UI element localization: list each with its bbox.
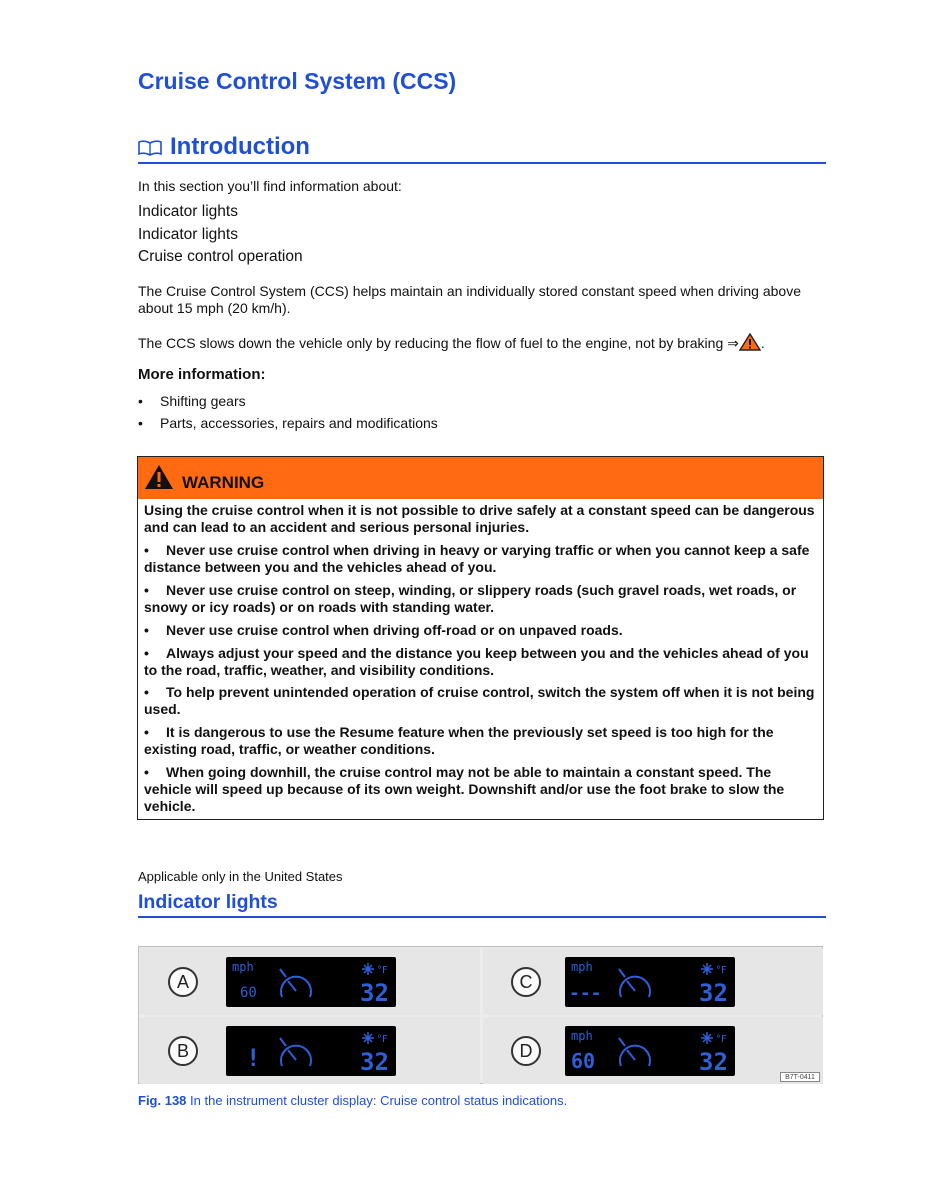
snowflake-icon <box>701 963 713 975</box>
temp-unit: °F <box>377 965 388 976</box>
figure-code: B7T-0411 <box>780 1072 820 1082</box>
panel-c <box>483 948 823 1015</box>
more-info-link[interactable]: Parts, accessories, repairs and modifications <box>160 415 438 431</box>
panel-b <box>140 1017 480 1084</box>
section-heading-indicator-lights <box>138 889 826 918</box>
temp-unit: °F <box>377 1034 388 1045</box>
warning-item: • To help prevent unintended operation of cruise control, switch the system off when it is not being used. <box>144 684 815 717</box>
panel-letter: D <box>511 1036 541 1066</box>
outside-temp: 32 <box>360 1048 389 1076</box>
speedometer-icon <box>619 1038 650 1066</box>
set-speed: ! <box>246 1044 261 1072</box>
topic-link[interactable]: Indicator lights <box>138 226 238 243</box>
warning-box <box>137 456 824 820</box>
temp-unit: °F <box>716 965 727 976</box>
cluster-display <box>565 957 735 1007</box>
topic-link[interactable]: Cruise control operation <box>138 248 303 265</box>
warning-item: • Never use cruise control when driving in heavy or varying traffic or when you cannot keep a safe distance between you and the vehicles ahead of you. <box>144 542 810 575</box>
cluster-display <box>565 1026 735 1076</box>
ccs-braking-end: . <box>760 335 765 351</box>
more-information-heading: More information: <box>138 366 266 383</box>
snowflake-icon <box>362 963 374 975</box>
figure-label: Fig. 138 <box>138 1093 187 1108</box>
cluster-display-graphic <box>226 1026 396 1076</box>
book-icon <box>138 140 162 156</box>
figure-caption-text: In the instrument cluster display: Cruise control status indications. <box>186 1093 568 1108</box>
temp-unit: °F <box>716 1034 727 1045</box>
warning-label: WARNING <box>182 473 265 492</box>
intro-lead: In this section you’ll find information about: <box>138 178 402 194</box>
section-heading-introduction <box>138 132 826 164</box>
speed-unit: mph <box>232 960 254 974</box>
ccs-description: The Cruise Control System (CCS) helps maintain an individually stored constant speed when driving above about 15 mph (20 km/h). <box>138 283 801 316</box>
cluster-display <box>226 1026 396 1076</box>
outside-temp: 32 <box>360 979 389 1007</box>
figure-caption <box>138 1093 567 1108</box>
speedometer-icon <box>280 969 311 997</box>
applicability-note: Applicable only in the United States <box>138 869 343 884</box>
cluster-display <box>226 957 396 1007</box>
snowflake-icon <box>701 1032 713 1044</box>
bullet-icon: • <box>138 415 143 431</box>
topic-link[interactable]: Indicator lights <box>138 203 238 220</box>
warning-item: • Always adjust your speed and the distance you keep between you and the vehicles ahead of you to the road, traffic, weather, and visibility conditions. <box>144 645 809 678</box>
warning-intro: Using the cruise control when it is not possible to drive safely at a constant speed can be dangerous and can lead to an accident and serious personal injuries. <box>144 502 815 535</box>
warning-header <box>138 457 823 499</box>
set-speed: 60 <box>240 985 257 1001</box>
ccs-braking-note <box>138 333 828 352</box>
cluster-display-graphic <box>565 1026 735 1076</box>
bullet-icon: • <box>138 393 143 409</box>
warning-triangle-icon[interactable] <box>739 333 761 351</box>
introduction-heading-text: Introduction <box>170 133 310 160</box>
speed-unit: mph <box>571 1029 593 1043</box>
warning-item: • When going downhill, the cruise control may not be able to maintain a constant speed. The vehicle will speed up because of its own weight. Downshift and/or use the foot brake to slow the vehicle. <box>144 764 785 814</box>
page-title: Cruise Control System (CCS) <box>138 68 457 94</box>
warning-triangle-icon <box>144 464 174 490</box>
warning-item: • Never use cruise control when driving off-road or on unpaved roads. <box>144 622 623 638</box>
cluster-display-graphic <box>565 957 735 1007</box>
set-speed: 60 <box>571 1049 596 1073</box>
figure-138 <box>138 946 823 1084</box>
speed-unit: mph <box>571 960 593 974</box>
snowflake-icon <box>362 1032 374 1044</box>
speedometer-icon <box>619 969 650 997</box>
set-speed: --- <box>569 983 602 1004</box>
indicator-heading-text: Indicator lights <box>138 891 278 913</box>
panel-letter: C <box>511 967 541 997</box>
panel-letter: B <box>168 1036 198 1066</box>
cluster-display-graphic <box>226 957 396 1007</box>
panel-letter: A <box>168 967 198 997</box>
warning-item: • It is dangerous to use the Resume feature when the previously set speed is too high for the existing road, traffic, or weather conditions. <box>144 724 774 757</box>
ccs-braking-text: The CCS slows down the vehicle only by reducing the flow of fuel to the engine, not by braking ⇒ <box>138 335 739 351</box>
outside-temp: 32 <box>699 1048 728 1076</box>
panel-d <box>483 1017 823 1084</box>
speedometer-icon <box>280 1038 311 1066</box>
more-info-link[interactable]: Shifting gears <box>160 393 246 409</box>
warning-item: • Never use cruise control on steep, winding, or slippery roads (such gravel roads, wet roads, or snowy or icy roads) or on roads with standing water. <box>144 582 797 615</box>
outside-temp: 32 <box>699 979 728 1007</box>
panel-a <box>140 948 480 1015</box>
